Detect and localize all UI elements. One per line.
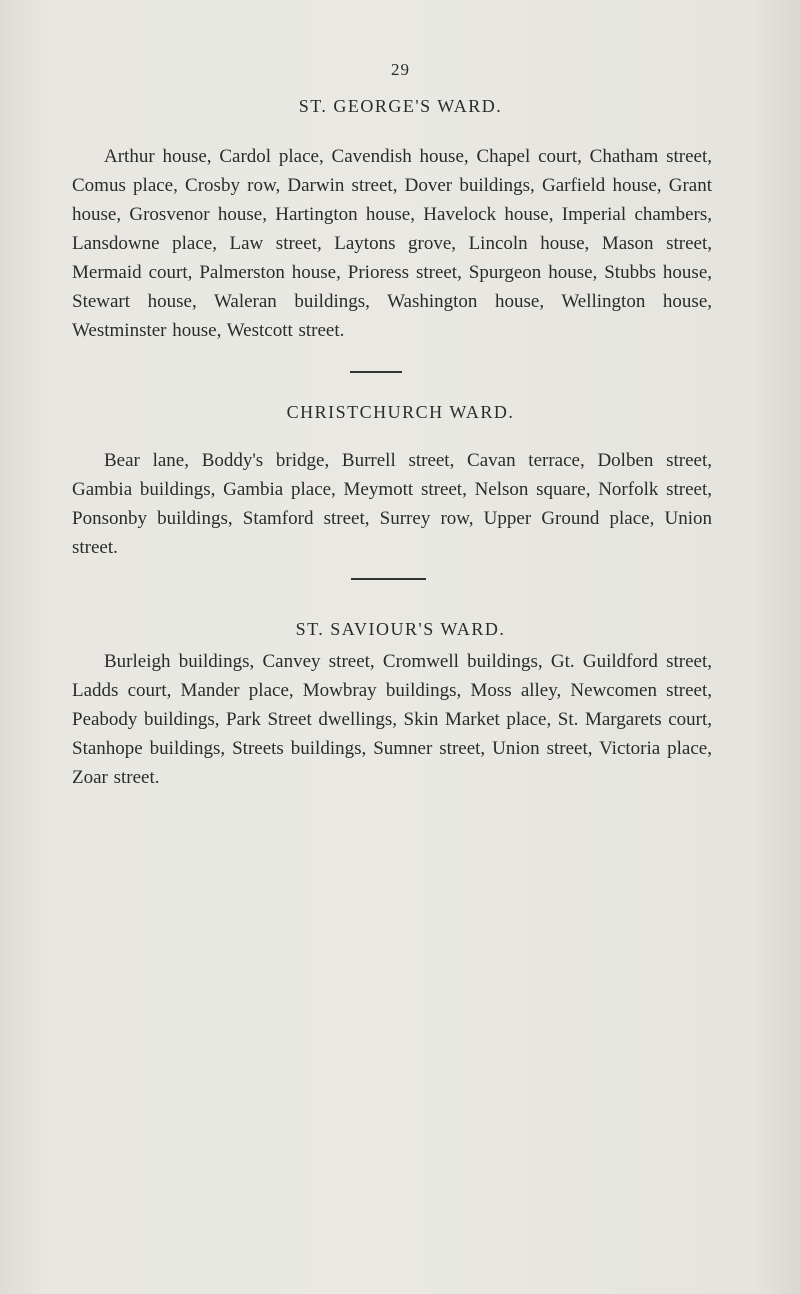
- section-divider: [350, 371, 402, 373]
- st-georges-ward-heading: ST. GEORGE'S WARD.: [298, 96, 503, 116]
- st-saviours-ward-heading: ST. SAVIOUR'S WARD.: [295, 619, 506, 639]
- christchurch-ward-heading: CHRISTCHURCH WARD.: [286, 402, 515, 422]
- christchurch-ward-streets: Bear lane, Boddy's bridge, Burrell street, Cavan terrace, Dolben street, Gambia buildings, Gambia place, Meymott street, Nelson square, Norfolk street, Ponsonby buildings, Stamford street, Surrey row, Upper Ground place, Union street.: [72, 450, 712, 558]
- section-divider: [351, 578, 426, 580]
- st-saviours-ward-streets: Burleigh buildings, Canvey street, Cromwell buildings, Gt. Guildford street, Ladds court, Mander place, Mowbray buildings, Moss alley, Newcomen street, Peabody buildings, Park Street dwellings, Skin Market place, St. Margarets court, Stanhope buildings, Streets buildings, Sumner street, Union street, Victoria place, Zoar street.: [72, 651, 712, 788]
- st-georges-ward-streets: Arthur house, Cardol place, Cavendish house, Chapel court, Chatham street, Comus place, Crosby row, Darwin street, Dover buildings, Garfield house, Grant house, Grosvenor house, Hartington house, Havelock house, Imperial chambers, Lansdowne place, Law street, Laytons grove, Lincoln house, Mason street, Mermaid court, Palmerston house, Prioress street, Spurgeon house, Stubbs house, Stewart house, Waleran buildings, Washington house, Wellington house, Westminster house, Westcott street.: [72, 146, 712, 341]
- page-number: 29: [391, 60, 410, 79]
